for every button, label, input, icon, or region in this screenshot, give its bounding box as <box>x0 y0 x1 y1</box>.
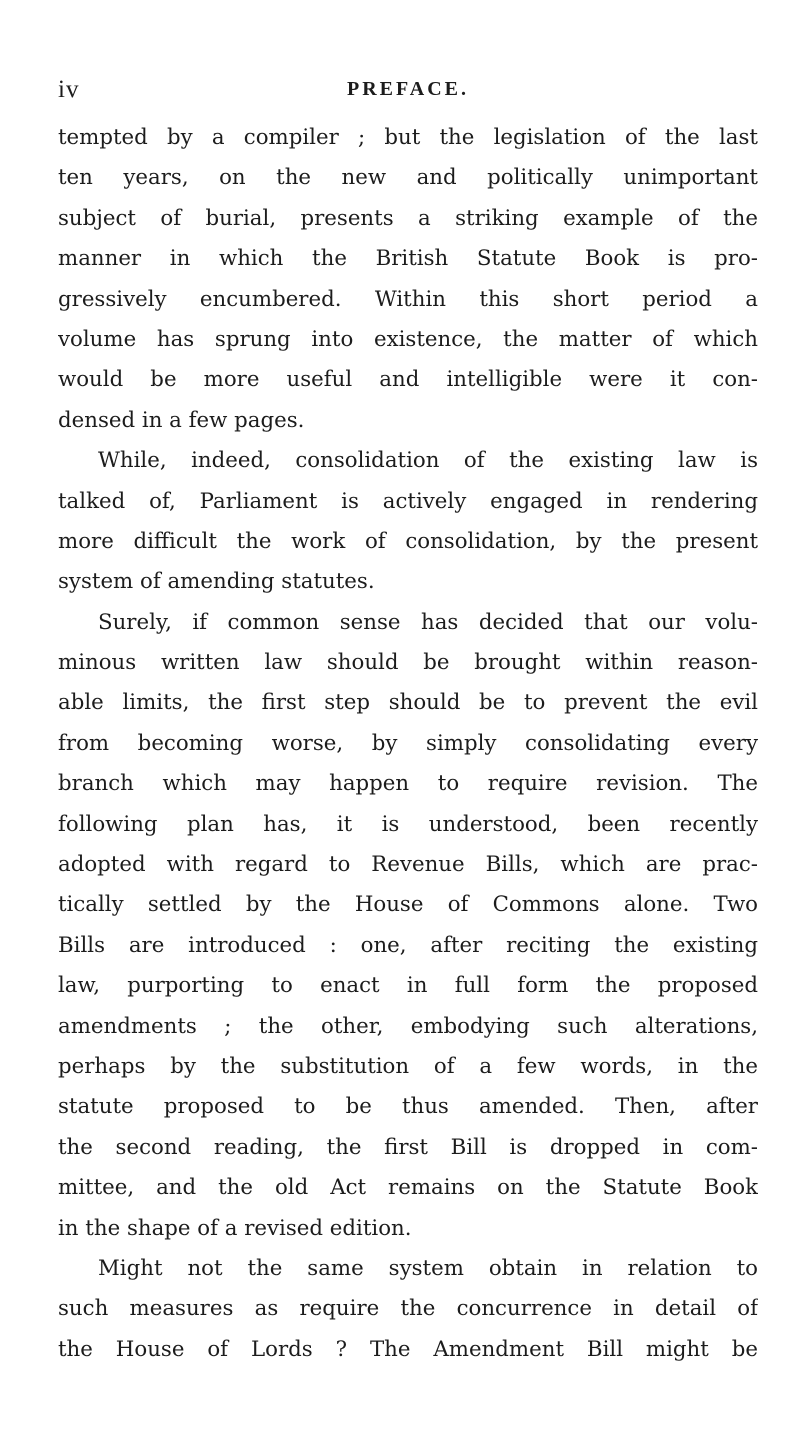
text-line: the House of Lords ? The Amendment Bill might be <box>58 1336 758 1362</box>
text-line: Bills are introduced : one, after reciting the existing <box>58 932 758 958</box>
text-line: gressively encumbered. Within this short period a <box>58 286 758 312</box>
paragraph-first-line: Surely, if common sense has decided that our volu- <box>98 609 758 635</box>
paragraph-first-line: While, indeed, consolidation of the existing law is <box>98 448 758 474</box>
text-line: statute proposed to be thus amended. Then, after <box>58 1094 758 1120</box>
text-line: subject of burial, presents a striking example of the <box>58 205 758 231</box>
page-number: iv <box>58 76 80 103</box>
text-line: branch which may happen to require revision. The <box>58 771 758 797</box>
text-line: talked of, Parliament is actively engaged in rendering <box>58 488 758 514</box>
text-line: able limits, the first step should be to prevent the evil <box>58 690 758 716</box>
text-line: perhaps by the substitution of a few words, in the <box>58 1053 758 1079</box>
text-line: such measures as require the concurrence in detail of <box>58 1296 758 1322</box>
text-line: tically settled by the House of Commons alone. Two <box>58 892 758 918</box>
text-line: minous written law should be brought within reason- <box>58 650 758 676</box>
text-line: mittee, and the old Act remains on the Statute Book <box>58 1175 758 1201</box>
text-line: adopted with regard to Revenue Bills, which are prac- <box>58 852 758 878</box>
text-line: manner in which the British Statute Book is pro- <box>58 246 758 272</box>
text-line: more difficult the work of consolidation, by the present <box>58 528 758 554</box>
text-line: following plan has, it is understood, been recently <box>58 811 758 837</box>
text-line: volume has sprung into existence, the matter of which <box>58 326 758 352</box>
text-line: system of amending statutes. <box>58 569 375 595</box>
running-title: PREFACE. <box>347 78 469 100</box>
running-head <box>58 76 758 110</box>
text-line: ten years, on the new and politically unimportant <box>58 165 758 191</box>
text-line: in the shape of a revised edition. <box>58 1215 412 1241</box>
text-line: amendments ; the other, embodying such alterations, <box>58 1013 758 1039</box>
text-line: law, purporting to enact in full form the proposed <box>58 973 758 999</box>
text-line: tempted by a compiler ; but the legislation of the last <box>58 125 758 150</box>
text-line: the second reading, the first Bill is dropped in com- <box>58 1134 758 1160</box>
body-text <box>58 118 758 1370</box>
text-line: from becoming worse, by simply consolidating every <box>58 730 758 756</box>
text-line: densed in a few pages. <box>58 407 305 433</box>
paragraph-first-line: Might not the same system obtain in relation to <box>98 1255 758 1281</box>
text-line: would be more useful and intelligible were it con- <box>58 367 758 393</box>
